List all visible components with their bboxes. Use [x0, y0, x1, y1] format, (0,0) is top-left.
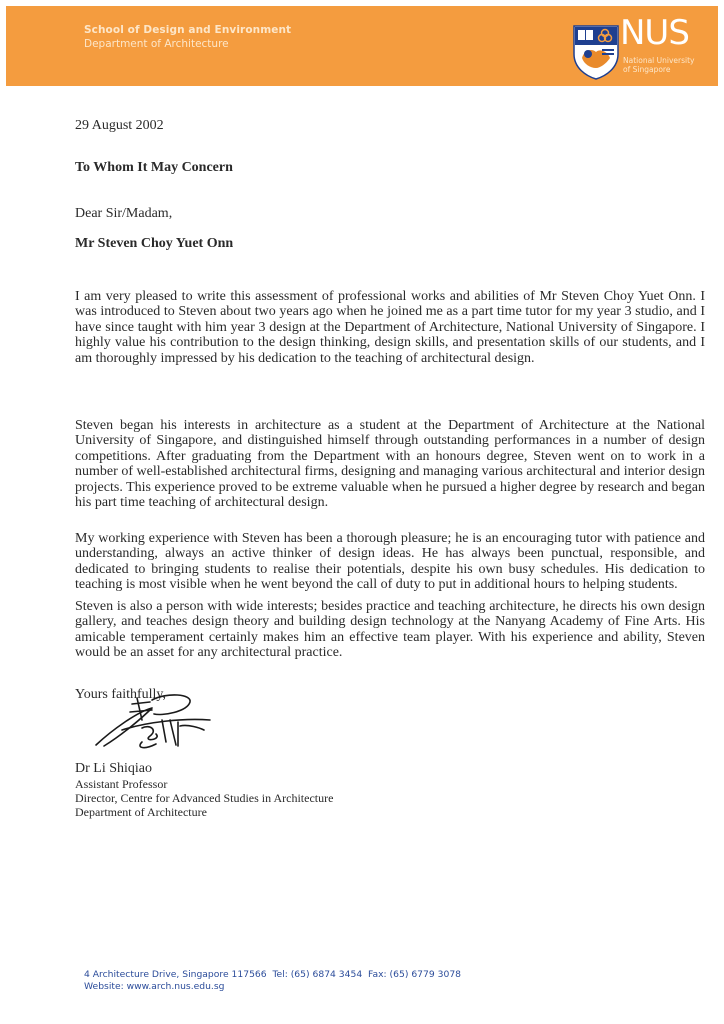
- letterhead-banner: [6, 6, 718, 86]
- footer-website: Website: www.arch.nus.edu.sg: [84, 981, 225, 992]
- signatory-department: Department of Architecture: [75, 805, 207, 819]
- letter-salutation: Dear Sir/Madam,: [75, 206, 173, 221]
- body-paragraph-3: My working experience with Steven has been a thorough pleasure; he is an encouraging tutor with patience and understanding, always an active thinker of design ideas. He has always been punctual, responsible, and dedicated to bringing students to realise their potentials, despite his own busy schedules. His dedication to teaching is most visible when he went beyond the call of duty to put in additional hours to helping students.: [75, 531, 705, 593]
- letter-regarding: Mr Steven Choy Yuet Onn: [75, 236, 234, 251]
- nus-logo-subtitle: [623, 56, 694, 74]
- letter-closing: Yours faithfully,: [75, 687, 167, 702]
- department-name: Department of Architecture: [84, 38, 229, 50]
- footer-address: 4 Architecture Drive, Singapore 117566 Tel: (65) 6874 3454 Fax: (65) 6779 3078: [84, 969, 462, 980]
- nus-logo-subtitle-line2: of Singapore: [623, 65, 671, 74]
- body-paragraph-2: Steven began his interests in architecture as a student at the Department of Architecture at the National University of Singapore, and distinguished himself through outstanding performances in a number of design competitions. After graduating from the Department with an honours degree, Steven went on to work in a number of well-established architectural firms, designing and managing various architectural and interior design projects. This experience proved to be extreme valuable when he pursued a higher degree by research and began his part time teaching of architectural design.: [75, 418, 705, 511]
- nus-logo-word: NUS: [620, 13, 689, 53]
- body-paragraph-1: I am very pleased to write this assessment of professional works and abilities of Mr Steven Choy Yuet Onn. I was introduced to Steven about two years ago when he joined me as a part time tutor for my year 3 studio, and I have since taught with him year 3 design at the Department of Architecture, National University of Singapore. I highly value his contribution to the design thinking, design skills, and presentation skills of our students, and I am thoroughly impressed by his dedication to the teaching of architectural design.: [75, 289, 705, 366]
- signatory-role: Director, Centre for Advanced Studies in Architecture: [75, 791, 334, 805]
- nus-crest-icon: [572, 24, 620, 80]
- letter-subject: To Whom It May Concern: [75, 160, 233, 175]
- school-name: School of Design and Environment: [84, 24, 292, 36]
- nus-logo-subtitle-line1: National University: [623, 56, 695, 65]
- signatory-title: Assistant Professor: [75, 777, 168, 791]
- signatory-name: Dr Li Shiqiao: [75, 761, 152, 776]
- letterhead-footer: [84, 969, 461, 993]
- signature-block: [75, 760, 333, 819]
- letter-date: 29 August 2002: [75, 118, 164, 133]
- handwritten-signature: [92, 690, 217, 752]
- body-paragraph-4: Steven is also a person with wide interests; besides practice and teaching architecture, he directs his own design gallery, and teaches design theory and building design technology at the Nanyang Academy of Fine Arts. His amicable temperament certainly makes him an effective team player. With his experience and ability, Steven would be an asset for any architectural practice.: [75, 599, 705, 661]
